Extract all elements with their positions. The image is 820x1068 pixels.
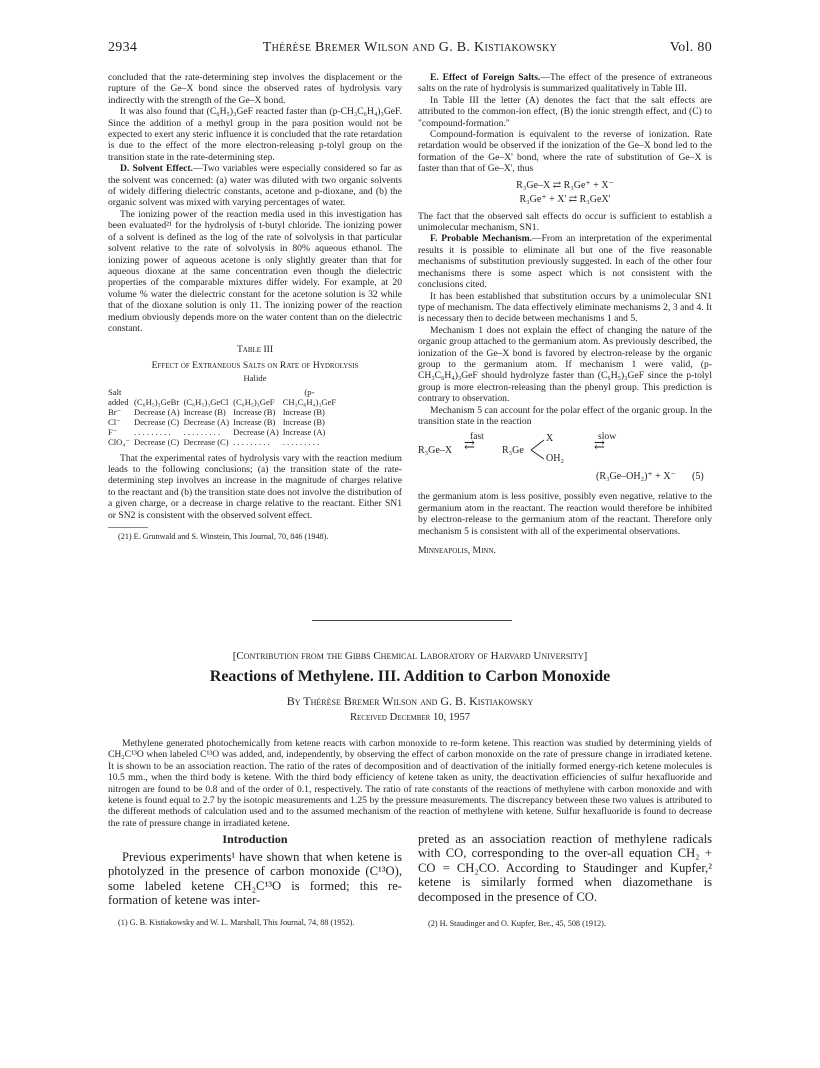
table-cell: Decrease (C) <box>183 436 229 447</box>
section-heading: E. Effect of Foreign Salts. <box>430 72 541 83</box>
table-cell: Decrease (A) <box>233 426 279 437</box>
table-cell: Decrease (A) <box>134 406 180 417</box>
table-row <box>108 407 340 417</box>
table-cell: Decrease (C) <box>134 436 180 447</box>
received-date: Received December 10, 1957 <box>349 712 471 723</box>
abstract: Methylene generated photochemically from ketene reacts with carbon monoxide to re-form ketene. This reaction was studied by determining yields of CH₂C¹³O when labeled C¹³O was added, and, independently, by observing the effect of carbon monoxide on the rate of pressure change in irradiated ketene. It is shown to be an association reaction. The ratio of the rates of decomposition and of deactivation of the initially formed energy-rich ketene molecules is 10.5 mm., when the third body is ketene. With the third body efficiency of ketene taken as unity, the deactivation efficiencies of sulfur hexafluoride and nitrogen are found to be 0.8 and of the order of 0.1, respectively. The ratio of rate constants of the reactions of methylene with carbon monoxide and with ketene is found equal to 2.7 by the isotopic measurements and 1.25 by the pressure measurements. The discrepancy between these two values is attributed to the different methods of calculation used and to the assumed mechanism of the reaction of methylene with ketene. Sulfur hexafluoride is found to decrease the rate of pressure change in irradiated ketene. <box>108 738 712 829</box>
paragraph: In Table III the letter (A) denotes the fact that the salt effects are attributed to the common-ion effect, (B) the ionic strength effect, and (C) to "compound-formation." <box>418 94 712 129</box>
table-cell: Increase (B) <box>282 406 325 417</box>
right-column <box>418 72 712 556</box>
footnote-rule <box>108 527 148 528</box>
article-separator <box>312 620 512 621</box>
paragraph-text: —The effect of the presence of extraneous salts on the rate of hydrolysis is summarized qualitatively in Table III. <box>418 72 713 95</box>
table-cell: Br⁻ <box>108 406 122 417</box>
table-row <box>108 437 340 447</box>
bond-lines-icon <box>530 437 546 461</box>
volume-label: Vol. 80 <box>669 40 712 55</box>
intro-paragraph: preted as an association reaction of methylene radicals with CO, corresponding to the over-all equation CH₂ + CO = CH₂CO. According to Staudinger and Kupfer,² ketene is similarly formed when diazomethane is decomposed in the presence of CO. <box>418 832 712 904</box>
table-group-label: Halide <box>243 373 267 384</box>
footnote: (2) H. Staudinger and O. Kupfer, Ber., 45, 508 (1912). <box>428 919 606 928</box>
paragraph-text: —Two variables were especially considered so far as the solvent was concerned: (a) water was diluted with two organic solvents of widely differing dielectric constants, acetone and p-dioxane, and (b) the organic solvent was mixed with varying percentages of water. <box>108 163 402 209</box>
paragraph: It was also found that (C₆H₅)₃GeF reacted faster than (p-CH₃C₆H₄)₃GeF. Since the addition of a methyl group in the para position would not be expected to exert any steric influence it is concluded that the rate retardation is due to the effect of the more electron-releasing p-tolyl group on the transition state in the rate-determining step. <box>108 106 402 163</box>
paragraph: concluded that the rate-determining step involves the displacement or the rupture of the Ge–X bond since the observed rates of hydrolysis vary indirectly with the strength of the Ge–X bond. <box>108 72 402 106</box>
page-number: 2934 <box>108 40 138 55</box>
table-cell: Increase (A) <box>282 426 326 437</box>
section-heading: F. Probable Mechanism. <box>430 233 532 245</box>
reaction-scheme <box>418 431 712 491</box>
paragraph: The fact that the observed salt effects do occur is sufficient to establish a unimolecular mechanism, SN1. <box>418 210 712 234</box>
table-cell: . . . . . . . . . <box>282 436 320 447</box>
paragraph: That the experimental rates of hydrolysis vary with the reaction medium leads to the following conclusions; (a) the transition state of the rate-determining step involves an increase in the magnitude of charges relative to the reactant and (b) the transition state does not involve the distribution of a given charge, or a decrease in charge relative to the reactant. Either SN1 or SN2 is consistent with the observed solvent effect. <box>108 452 402 521</box>
paragraph: The ionizing power of the reaction media used in this investigation has been evaluated²¹ for the hydrolysis of t-butyl chloride. The ionizing power of a solvent is defined as the log of the rate of solvolysis in that particular solvent relative to the rate of solvolysis in 80% aqueous ethanol. The ionizing power of aqueous acetone is only slightly greater than that for aqueous dioxane at the same concentration even though the dielectric properties of the comparable mixtures differ widely. For example, at 20 volume % water the dielectric constant for the acetone solution is 32 while that of the dioxane solution is only 11. The ionizing power of the reaction medium obviously depends more on the water content than on the dielectric constant. <box>108 208 402 334</box>
table-cell: Decrease (C) <box>134 416 180 427</box>
table-cell: . . . . . . . . . <box>134 426 171 437</box>
scheme-fast-label: fast <box>470 431 484 443</box>
table-cell: Increase (B) <box>282 416 325 427</box>
scheme-product: (R₃Ge–OH₂)⁺ + X⁻ <box>596 471 676 483</box>
equation-number: (5) <box>692 471 704 483</box>
table-header-row <box>108 387 340 407</box>
footnote: (1) G. B. Kistiakowsky and W. L. Marshall, This Journal, 74, 88 (1952). <box>118 918 355 927</box>
paragraph <box>108 163 402 209</box>
scheme-slow-label: slow <box>598 431 617 443</box>
running-header-authors: Thérèse Bremer Wilson and G. B. Kistiakowsky <box>262 40 558 55</box>
table-cell: Decrease (A) <box>183 416 230 427</box>
table-caption: Effect of Extraneous Salts on Rate of Hydrolysis <box>151 359 359 371</box>
paragraph: Mechanism 5 can account for the polar effect of the organic group. In the transition state in the reaction <box>418 404 712 427</box>
scheme-water: OH₂ <box>546 453 564 465</box>
paragraph: It has been established that substitution occurs by a unimolecular SN1 type of mechanism. The data effectively eliminate mechanisms 2, 3 and 4. It is necessary then to decide between mechanisms 1 and 5. <box>418 290 712 325</box>
table-header: (C₆H₅)₃GeCl <box>183 396 229 407</box>
table-cell: Increase (B) <box>233 416 276 427</box>
section-heading: Introduction <box>222 832 288 846</box>
paragraph <box>418 72 712 95</box>
equation: R₃Ge⁺ + X' ⇄ R₃GeX' <box>519 193 611 205</box>
salt-effects-table <box>108 387 340 447</box>
table-cell: Increase (B) <box>233 406 276 417</box>
left-column <box>108 72 402 542</box>
table-header: (C₆H₅)₃GeBr <box>134 396 180 407</box>
scheme-leaving-group: X <box>546 433 554 445</box>
section-heading: D. Solvent Effect. <box>120 163 193 175</box>
table-header: (p-CH₃C₆H₄)₃GeF <box>282 386 337 407</box>
table-header: (C₆H₅)₃GeF <box>233 396 275 407</box>
paragraph-text: —From an interpretation of the experimental results it is possible to eliminate all but one of the five reasonable mechanisms of substitution previously suggested. In each of the other four mechanisms there is some aspect which is not consistent with the conclusions cited. <box>418 233 712 291</box>
table-title: Table III <box>236 344 274 356</box>
paragraph <box>418 233 712 290</box>
article-title: Reactions of Methylene. III. Addition to Carbon Monoxide <box>209 668 611 685</box>
forward-arrow-icon: ⇄ <box>594 437 605 453</box>
scheme-intermediate: R₃Ge <box>502 445 524 457</box>
byline: By Thérèse Bremer Wilson and G. B. Kistiakowsky <box>286 694 534 708</box>
scheme-reactant: R₃Ge–X <box>418 445 453 457</box>
table-cell: Cl⁻ <box>108 416 121 427</box>
equilibrium-arrow-icon: ⇄ <box>464 437 475 453</box>
equation: R₃Ge–X ⇄ R₃Ge⁺ + X⁻ <box>516 179 614 191</box>
intro-paragraph: Previous experiments¹ have shown that when ketene is photolyzed in the presence of carbon monoxide (C¹³O), some labeled ketene CH₂C¹³O is formed; this re-formation of ketene was inter- <box>108 850 402 908</box>
table-cell: Increase (B) <box>183 406 226 417</box>
table-cell: . . . . . . . . . <box>233 436 270 447</box>
table-cell: F⁻ <box>108 426 118 437</box>
table-cell: . . . . . . . . . <box>183 426 221 437</box>
table-cell: ClO₄⁻ <box>108 436 130 447</box>
paragraph: Compound-formation is equivalent to the reverse of ionization. Rate retardation would be observed if the ionization of the Ge–X bond led to the formation of the Ge–X' bond, where the rate of substitution of Ge–X is faster than that of Ge–X', thus <box>418 129 712 175</box>
paragraph: Mechanism 1 does not explain the effect of changing the nature of the organic group attached to the germanium atom. As previously described, the ionization of the Ge–X bond is favored by electron-release by the organic group to the germanium atom. If mechanism 1 were valid, (p-CH₃C₆H₄)₃GeF should hydrolyze faster than (C₆H₅)₃GeF since the p-tolyl group is more electron-releasing than the phenyl group. This prediction is contrary to observation. <box>418 324 712 405</box>
table-row <box>108 417 340 427</box>
footnote: (21) E. Grunwald and S. Winstein, This Journal, 70, 846 (1948). <box>118 532 329 541</box>
contribution-line: [Contribution from the Gibbs Chemical Laboratory of Harvard University] <box>232 650 588 662</box>
paragraph: the germanium atom is less positive, possibly even negative, relative to the germanium atom in the reactant. The reaction would therefore be inhibited by electron-release to the germanium atom of the reactant. Therefore only mechanism 5 is consistent with all of the experimental observations. <box>418 491 712 537</box>
location: Minneapolis, Minn. <box>418 545 496 556</box>
table-header: Salt added <box>108 386 129 407</box>
table-row <box>108 427 340 437</box>
